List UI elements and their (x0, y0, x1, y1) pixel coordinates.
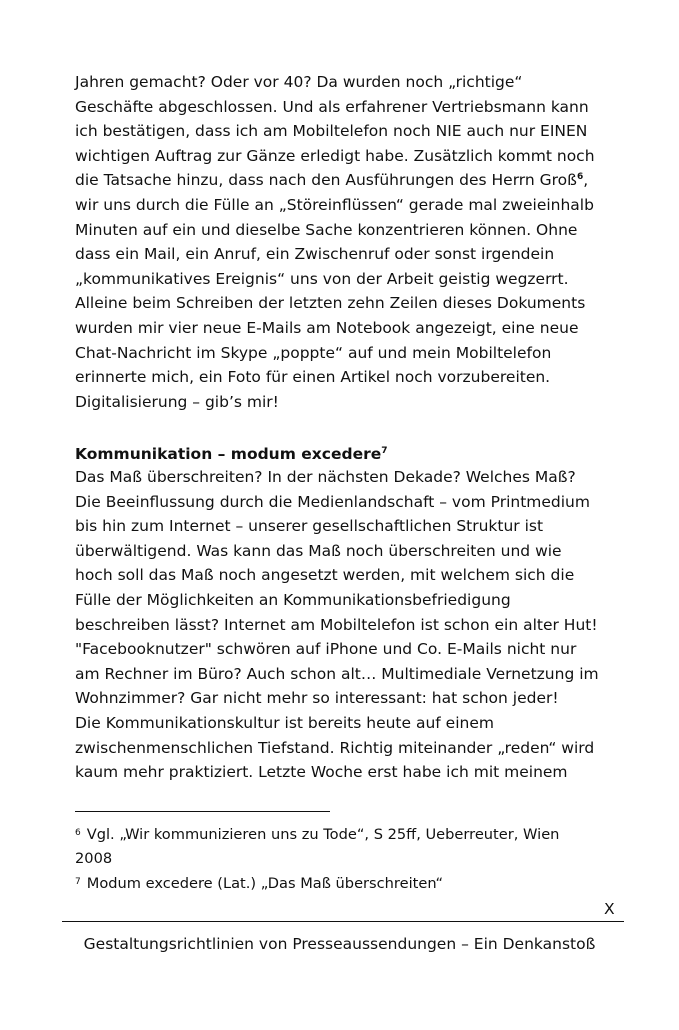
text-line: zwischenmenschlichen Tiefstand. Richtig miteinander „reden“ wird (75, 738, 595, 757)
text-line: am Rechner im Büro? Auch schon alt… Multimediale Vernetzung im (75, 664, 599, 683)
text-line: Chat-Nachricht im Skype „poppte“ auf und mein Mobiltelefon (75, 343, 552, 362)
footnote-separator (75, 811, 330, 812)
footnote-number: 6 (75, 828, 81, 838)
text-line: „kommunikatives Ereignis“ uns von der Arbeit geistig wegzerrt. (75, 269, 569, 288)
footnote-number: 7 (75, 877, 81, 887)
footnote-reference-7[interactable]: 7 (381, 446, 388, 456)
text-line: Fülle der Möglichkeiten an Kommunikationsbefriedigung (75, 590, 511, 609)
text-segment: , (583, 171, 589, 190)
footnote-7 (75, 872, 635, 896)
running-footer-title: Gestaltungsrichtlinien von Presseaussendungen – Ein Denkanstoß (83, 935, 596, 953)
footnote-line (75, 872, 635, 896)
footnote-text: Vgl. „Wir kommunizieren uns zu Tode“, S 25ff, Ueberreuter, Wien (86, 826, 560, 843)
text-line: erinnerte mich, ein Foto für einen Artikel noch vorzubereiten. (75, 368, 551, 387)
text-line: beschreiben lässt? Internet am Mobiltelefon ist schon ein alter Hut! (75, 615, 598, 634)
text-segment: die Tatsache hinzu, dass nach den Ausführungen des Herrn Groß (75, 171, 577, 190)
text-line: wichtigen Auftrag zur Gänze erledigt habe. Zusätzlich kommt noch (75, 146, 595, 165)
text-line: Die Beeinflussung durch die Medienlandschaft – vom Printmedium (75, 492, 590, 511)
text-line: Geschäfte abgeschlossen. Und als erfahrener Vertriebsmann kann (75, 97, 589, 116)
text-line: Die Kommunikationskultur ist bereits heute auf einem (75, 713, 494, 732)
text-line: Minuten auf ein und dieselbe Sache konzentrieren können. Ohne (75, 220, 578, 239)
text-line: Digitalisierung – gib’s mir! (75, 392, 279, 411)
footnote-text: Modum excedere (Lat.) „Das Maß überschreiten“ (86, 875, 444, 892)
section-heading (75, 443, 388, 465)
footnote-line (75, 823, 635, 847)
text-line: bis hin zum Internet – unserer gesellschaftlichen Struktur ist (75, 517, 544, 536)
footnote-line: 2008 (75, 850, 113, 867)
footer-separator (62, 921, 624, 922)
text-line: hoch soll das Maß noch angesetzt werden, mit welchem sich die (75, 566, 575, 585)
text-line: ich bestätigen, dass ich am Mobiltelefon noch NIE auch nur EINEN (75, 122, 588, 141)
text-line: wir uns durch die Fülle an „Störeinflüssen“ gerade mal zweieinhalb (75, 195, 594, 214)
text-line: dass ein Mail, ein Anruf, ein Zwischenruf oder sonst irgendein (75, 245, 555, 264)
text-line: "Facebooknutzer" schwören auf iPhone und Co. E-Mails nicht nur (75, 640, 577, 659)
footnote-reference-6[interactable]: 6 (576, 172, 584, 183)
text-line (75, 168, 635, 193)
page-number: X (604, 900, 615, 918)
body-paragraph (75, 465, 635, 785)
heading-text: Kommunikation – modum excedere (75, 445, 382, 463)
text-line: Das Maß überschreiten? In der nächsten Dekade? Welches Maß? (75, 468, 576, 486)
text-line: wurden mir vier neue E-Mails am Notebook angezeigt, eine neue (75, 318, 579, 337)
body-paragraph (75, 70, 635, 414)
text-line: überwältigend. Was kann das Maß noch überschreiten und wie (75, 541, 562, 560)
text-line: kaum mehr praktiziert. Letzte Woche erst habe ich mit meinem (75, 763, 568, 782)
text-line: Wohnzimmer? Gar nicht mehr so interessant: hat schon jeder! (75, 689, 559, 708)
text-line: Jahren gemacht? Oder vor 40? Da wurden noch „richtige“ (75, 73, 523, 91)
text-line: Alleine beim Schreiben der letzten zehn Zeilen dieses Dokuments (75, 294, 586, 313)
footnote-6 (75, 823, 635, 871)
